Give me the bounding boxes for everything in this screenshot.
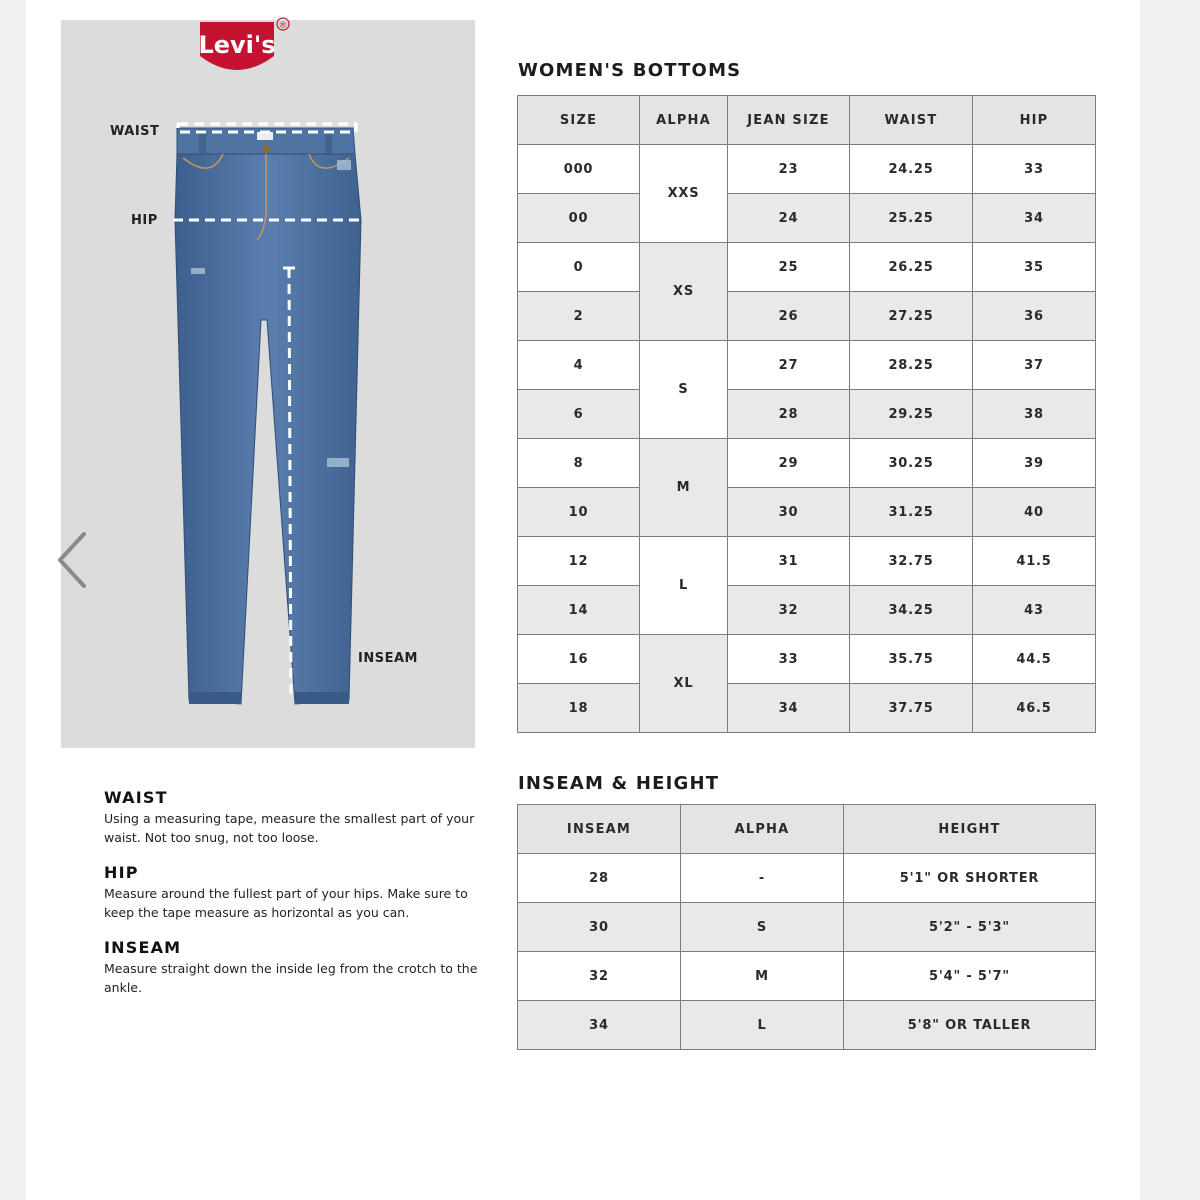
table-header-row <box>518 805 1096 854</box>
inseam-cell: 32 <box>518 952 681 1001</box>
waist-cell: 31.25 <box>850 488 973 537</box>
hip-cell: 46.5 <box>973 684 1096 733</box>
hip-label: HIP <box>131 213 158 228</box>
table-row <box>518 243 1096 292</box>
waist-cell: 24.25 <box>850 145 973 194</box>
header-jean-size: JEAN SIZE <box>728 96 850 145</box>
alpha-cell: XL <box>640 635 728 733</box>
table-row <box>518 684 1096 733</box>
table-row <box>518 952 1096 1001</box>
registered-mark: ® <box>278 21 288 31</box>
waist-cell: 32.75 <box>850 537 973 586</box>
hip-cell: 37 <box>973 341 1096 390</box>
inseam-text: Measure straight down the inside leg from the crotch to the ankle. <box>104 961 478 995</box>
table-row <box>518 586 1096 635</box>
womens-bottoms-table <box>517 95 1096 733</box>
height-cell: 5'4" - 5'7" <box>844 952 1096 1001</box>
size-cell: 8 <box>518 439 640 488</box>
size-cell: 18 <box>518 684 640 733</box>
waist-cell: 35.75 <box>850 635 973 684</box>
hip-cell: 38 <box>973 390 1096 439</box>
inseam-cell: 28 <box>518 854 681 903</box>
size-cell: 00 <box>518 194 640 243</box>
hip-cell: 39 <box>973 439 1096 488</box>
table-row <box>518 635 1096 684</box>
size-cell: 16 <box>518 635 640 684</box>
height-cell: 5'8" OR TALLER <box>844 1001 1096 1050</box>
waist-cell: 29.25 <box>850 390 973 439</box>
header-alpha: ALPHA <box>681 805 844 854</box>
table-row <box>518 1001 1096 1050</box>
header-hip: HIP <box>973 96 1096 145</box>
table-row <box>518 341 1096 390</box>
header-alpha: ALPHA <box>640 96 728 145</box>
logo-text: Levi's <box>198 31 276 59</box>
header-size: SIZE <box>518 96 640 145</box>
jean-size-cell: 31 <box>728 537 850 586</box>
table-row <box>518 292 1096 341</box>
alpha-cell: XS <box>640 243 728 341</box>
size-cell: 14 <box>518 586 640 635</box>
alpha-cell: S <box>640 341 728 439</box>
header-height: HEIGHT <box>844 805 1096 854</box>
hip-cell: 44.5 <box>973 635 1096 684</box>
size-cell: 4 <box>518 341 640 390</box>
waist-heading: WAIST <box>104 788 168 807</box>
waist-cell: 26.25 <box>850 243 973 292</box>
inseam-cell: 34 <box>518 1001 681 1050</box>
hip-cell: 41.5 <box>973 537 1096 586</box>
hip-cell: 33 <box>973 145 1096 194</box>
size-cell: 2 <box>518 292 640 341</box>
alpha-cell: M <box>681 952 844 1001</box>
size-cell: 0 <box>518 243 640 292</box>
womens-bottoms-title: WOMEN'S BOTTOMS <box>518 60 742 81</box>
height-cell: 5'2" - 5'3" <box>844 903 1096 952</box>
size-cell: 12 <box>518 537 640 586</box>
alpha-cell: L <box>681 1001 844 1050</box>
table-header-row <box>518 96 1096 145</box>
waist-cell: 27.25 <box>850 292 973 341</box>
jean-size-cell: 30 <box>728 488 850 537</box>
size-cell: 6 <box>518 390 640 439</box>
waist-cell: 37.75 <box>850 684 973 733</box>
jean-size-cell: 27 <box>728 341 850 390</box>
waist-cell: 30.25 <box>850 439 973 488</box>
waist-label: WAIST <box>110 124 160 139</box>
table-row <box>518 145 1096 194</box>
table-row <box>518 854 1096 903</box>
hip-cell: 34 <box>973 194 1096 243</box>
waist-cell: 28.25 <box>850 341 973 390</box>
levis-logo <box>137 0 337 78</box>
table-row <box>518 390 1096 439</box>
jean-size-cell: 33 <box>728 635 850 684</box>
jean-size-cell: 28 <box>728 390 850 439</box>
alpha-cell: L <box>640 537 728 635</box>
table-row <box>518 488 1096 537</box>
hip-cell: 40 <box>973 488 1096 537</box>
waist-instruction <box>104 788 484 847</box>
inseam-heading: INSEAM <box>104 938 182 957</box>
hip-instruction <box>104 863 484 922</box>
waist-text: Using a measuring tape, measure the smallest part of your waist. Not too snug, not too loose. <box>104 811 475 845</box>
table-row <box>518 903 1096 952</box>
hip-text: Measure around the fullest part of your hips. Make sure to keep the tape measure as horizontal as you can. <box>104 886 468 920</box>
jean-size-cell: 26 <box>728 292 850 341</box>
height-cell: 5'1" OR SHORTER <box>844 854 1096 903</box>
hip-heading: HIP <box>104 863 139 882</box>
chevron-left-icon[interactable] <box>50 528 98 592</box>
hip-cell: 35 <box>973 243 1096 292</box>
jean-size-cell: 25 <box>728 243 850 292</box>
jean-size-cell: 34 <box>728 684 850 733</box>
jean-size-cell: 23 <box>728 145 850 194</box>
size-cell: 10 <box>518 488 640 537</box>
table-row <box>518 537 1096 586</box>
inseam-height-title: INSEAM & HEIGHT <box>518 773 720 794</box>
inseam-cell: 30 <box>518 903 681 952</box>
waist-cell: 34.25 <box>850 586 973 635</box>
table-row <box>518 439 1096 488</box>
jean-size-cell: 24 <box>728 194 850 243</box>
table-row <box>518 194 1096 243</box>
inseam-label: INSEAM <box>358 651 418 666</box>
jean-size-cell: 29 <box>728 439 850 488</box>
alpha-cell: - <box>681 854 844 903</box>
alpha-cell: XXS <box>640 145 728 243</box>
header-waist: WAIST <box>850 96 973 145</box>
inseam-height-table <box>517 804 1096 1050</box>
hip-cell: 36 <box>973 292 1096 341</box>
jean-size-cell: 32 <box>728 586 850 635</box>
alpha-cell: S <box>681 903 844 952</box>
inseam-instruction <box>104 938 484 997</box>
waist-cell: 25.25 <box>850 194 973 243</box>
size-cell: 000 <box>518 145 640 194</box>
hip-cell: 43 <box>973 586 1096 635</box>
header-inseam: INSEAM <box>518 805 681 854</box>
alpha-cell: M <box>640 439 728 537</box>
